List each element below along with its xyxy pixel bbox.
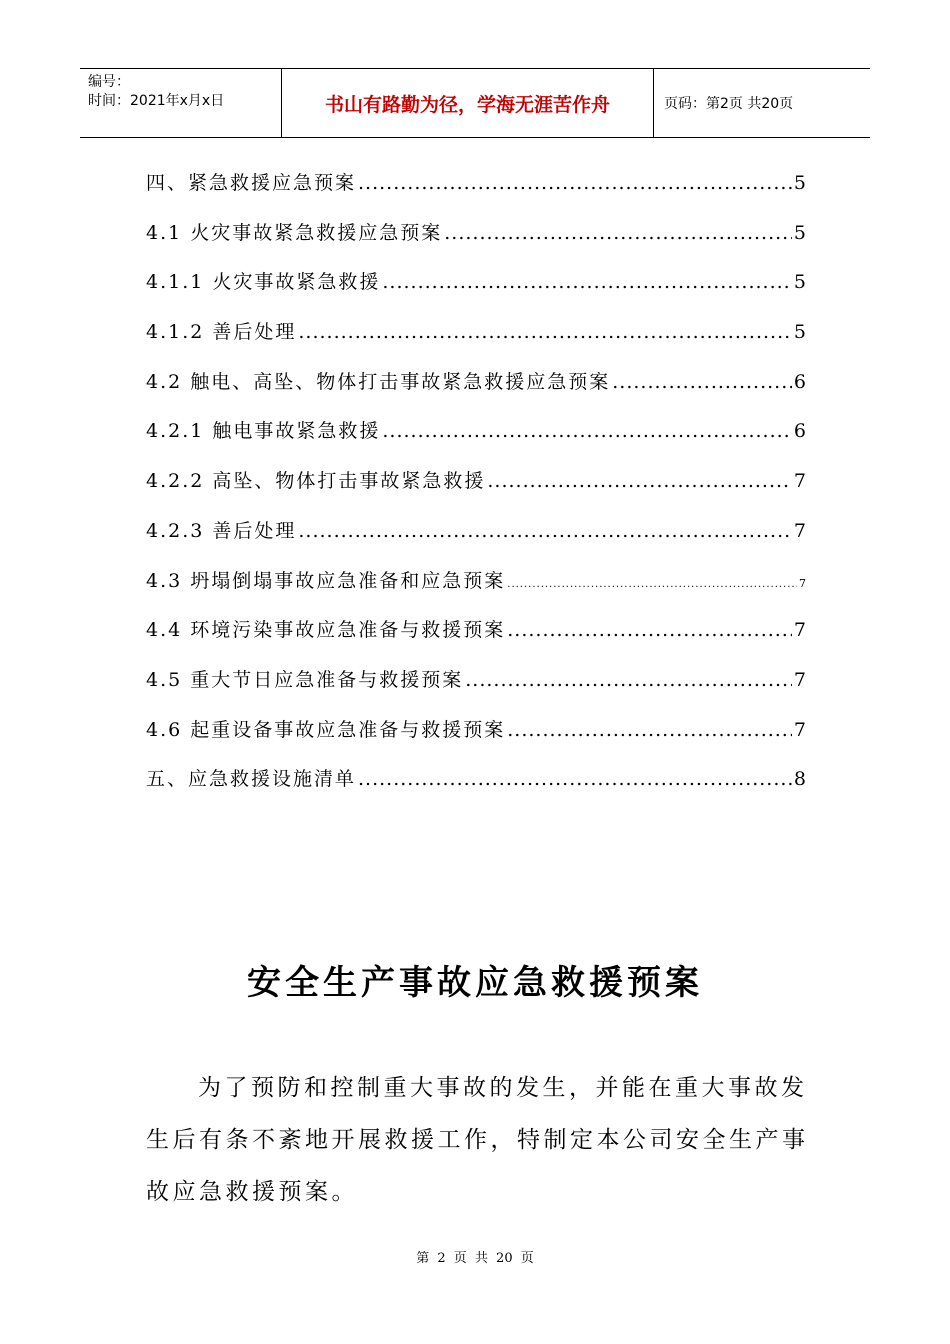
toc-page-number: 7 — [793, 519, 806, 542]
toc-page-number: 7 — [793, 470, 806, 493]
toc-entry[interactable] — [146, 764, 806, 814]
toc-entry-title: 4.5 重大节日应急准备与救援预案 — [146, 668, 464, 691]
toc-leader — [298, 321, 792, 343]
toc-leader — [465, 669, 792, 691]
toc-entry-title: 4.3 坍塌倒塌事故应急准备和应急预案 — [146, 569, 506, 592]
toc-entry[interactable] — [146, 317, 806, 367]
toc-leader — [507, 719, 792, 741]
toc-entry[interactable] — [146, 367, 806, 417]
toc-entry-title: 五、应急救援设施清单 — [146, 768, 357, 791]
toc-leader — [298, 520, 792, 542]
document-number-label: 编号： — [88, 74, 130, 90]
toc-entry-title: 四、紧急救援应急预案 — [146, 172, 357, 194]
toc-page-number: 5 — [793, 271, 806, 294]
toc-entry-title: 4.1.1 火灾事故紧急救援 — [146, 271, 381, 294]
toc-leader — [358, 172, 792, 194]
toc-entry-title: 4.2.2 高坠、物体打击事故紧急救援 — [146, 470, 486, 493]
toc-entry[interactable] — [146, 267, 806, 317]
toc-entry-title: 4.6 起重设备事故应急准备与救援预案 — [146, 718, 506, 741]
toc-entry-title: 4.2.1 触电事故紧急救援 — [146, 420, 381, 443]
toc-leader — [382, 271, 792, 293]
toc-entry-title: 4.1.2 善后处理 — [146, 321, 297, 344]
toc-page-number: 8 — [793, 768, 806, 791]
toc-leader — [612, 371, 792, 393]
page-header — [80, 68, 870, 138]
toc-page-number: 7 — [799, 576, 806, 590]
toc-entry[interactable] — [146, 168, 806, 218]
toc-entry[interactable] — [146, 566, 806, 616]
toc-entry-title: 4.1 火灾事故紧急救援应急预案 — [146, 221, 443, 244]
toc-leader — [382, 420, 792, 442]
toc-entry[interactable] — [146, 665, 806, 715]
page-footer: 第 2 页 共 20 页 — [416, 1251, 534, 1266]
header-motto: 书山有路勤为径，学海无涯苦作舟 — [282, 69, 654, 137]
toc-page-number: 6 — [793, 420, 806, 443]
toc-entry[interactable] — [146, 218, 806, 268]
toc-entry[interactable] — [146, 715, 806, 765]
toc-page-number: 5 — [793, 172, 806, 194]
toc-page-number: 5 — [793, 321, 806, 344]
toc-page-number: 7 — [793, 668, 806, 691]
body-paragraph — [146, 1062, 816, 1218]
toc-page-number: 6 — [793, 370, 806, 393]
toc-entry-title: 4.4 环境污染事故应急准备与救援预案 — [146, 619, 506, 642]
toc-entry[interactable] — [146, 516, 806, 566]
table-of-contents — [146, 168, 806, 814]
body-paragraph-text: 为了预防和控制重大事故的发生，并能在重大事故发生后有条不紊地开展救援工作，特制定本公司安全生产事故应急救援预案。 — [146, 1075, 809, 1205]
toc-entry-title: 4.2 触电、高坠、物体打击事故紧急救援应急预案 — [146, 370, 611, 393]
header-page-info: 页码：第2页 共20页 — [664, 96, 794, 112]
toc-leader — [507, 619, 792, 641]
header-meta — [80, 69, 282, 137]
toc-page-number: 7 — [793, 718, 806, 741]
document-date: 时间：2021年x月x日 — [88, 93, 225, 109]
toc-leader — [358, 768, 792, 790]
toc-leader — [444, 222, 792, 244]
toc-entry-title: 4.2.3 善后处理 — [146, 519, 297, 542]
toc-leader — [487, 470, 792, 492]
toc-entry[interactable] — [146, 416, 806, 466]
document-title: 安全生产事故应急救援预案 — [247, 963, 703, 1003]
toc-page-number: 7 — [793, 619, 806, 642]
toc-leader — [507, 579, 797, 590]
toc-entry[interactable] — [146, 615, 806, 665]
toc-entry[interactable] — [146, 466, 806, 516]
toc-page-number: 5 — [793, 221, 806, 244]
